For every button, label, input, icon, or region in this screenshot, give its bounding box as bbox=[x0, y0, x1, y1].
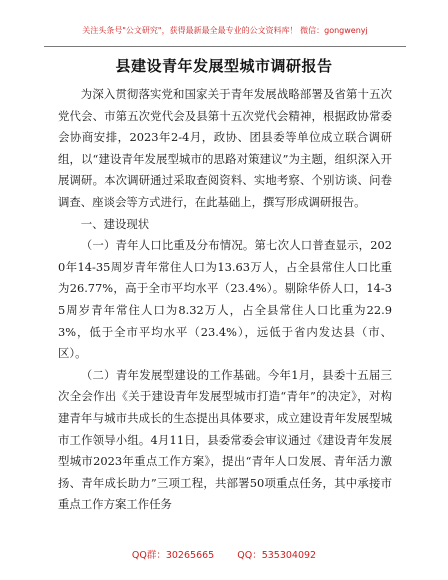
footer-qq-group: QQ群：30265665 bbox=[131, 550, 215, 561]
header-notice: 关注头条号"公文研究"，获得最新最全最专业的公文资料库！ 微信：gongwenyj bbox=[82, 26, 368, 35]
document-title: 县建设青年发展型城市调研报告 bbox=[115, 57, 333, 75]
document-body bbox=[58, 84, 392, 516]
footer-qq: QQ：535304092 bbox=[237, 550, 317, 561]
paragraph-work-basis: （二）青年发展型建设的工作基础。今年1月，县委十五届三次全会作出《关于建设青年发展型城市打造“青年”的决定》，对构建青年与城市共成长的生态提出具体要求，成立建设青年发展型城市工作领导小组。4月11日，县委常委会审议通过《建设青年发展型城市2023年重点工作方案》，提出“青年人口发展、青年活力激扬、青年成长助力”三项工程，共部署50项重点任务，其中承接市重点工作方案工作任务 bbox=[58, 367, 392, 512]
header-bar bbox=[44, 22, 406, 47]
footer-contact bbox=[0, 547, 448, 561]
paragraph-population: （一）青年人口比重及分布情况。第七次人口普查显示，2020年14-35周岁青年常住人口为13.63万人，占全县常住人口比重为26.77%，高于全市平均水平（23.4%）。剔除华侨人口，14-35周岁青年常住人口为8.32万人，占全县常住人口比重为22.93%，低于全市平均水平（23.4%），远低于省内发达县（市、区）。 bbox=[58, 238, 392, 361]
paragraph-intro: 为深入贯彻落实党和国家关于青年发展战略部署及省第十五次党代会、市第五次党代会及县第十五次党代会精神，根据政协常委会协商安排，2023年2-4月，政协、团县委等单位成立联合调研组，以“建设青年发展型城市的思路对策建议”为主题，组织深入开展调研。本次调研通过采取查阅资料、实地考察、个别访谈、问卷调查、座谈会等方式进行，在此基础上，撰写形成调研报告。 bbox=[58, 87, 392, 209]
section-heading: 一、建设现状 bbox=[80, 216, 150, 231]
